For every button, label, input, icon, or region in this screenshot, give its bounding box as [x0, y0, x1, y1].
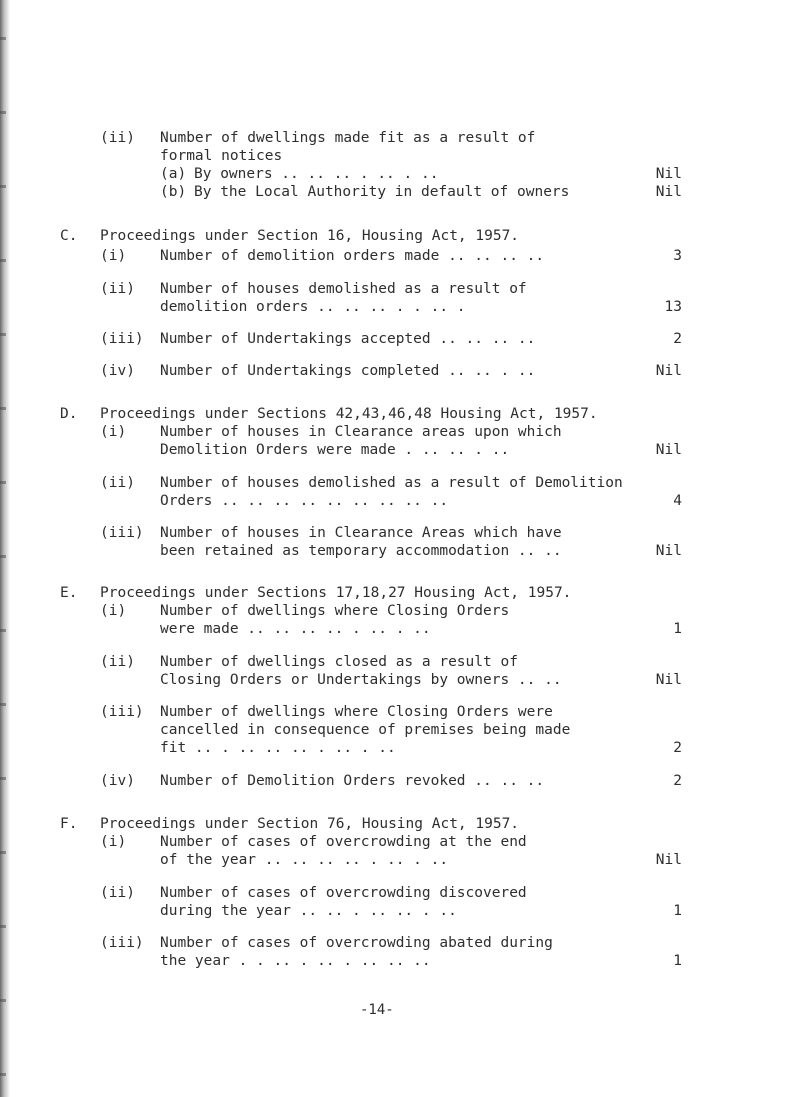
item-text: Number of Undertakings completed .. .. . .. [160, 363, 536, 379]
item-number: (iii) [100, 331, 144, 347]
item-number: (i) [100, 248, 127, 264]
item-text: the year . . .. . .. . .. .. .. [160, 953, 431, 969]
item-text: Closing Orders or Undertakings by owners .. .. [160, 672, 562, 688]
item-text: Number of houses in Clearance Areas which have [160, 525, 562, 541]
item-text: Number of houses in Clearance areas upon which [160, 424, 562, 440]
item-text: of the year .. .. .. .. . .. . .. [160, 852, 449, 868]
item-text: Demolition Orders were made . .. .. . .. [160, 442, 510, 458]
section-heading: Proceedings under Sections 42,43,46,48 Housing Act, 1957. [100, 406, 598, 422]
section-letter: C. [60, 228, 78, 244]
section-letter: F. [60, 816, 78, 832]
item-number: (ii) [100, 130, 135, 146]
item-number: (ii) [100, 281, 135, 297]
item-text: Number of houses demolished as a result of Demolition [160, 475, 623, 491]
item-number: (ii) [100, 654, 135, 670]
item-number: (i) [100, 424, 127, 440]
binding-holes [0, 0, 6, 1097]
item-text: Orders .. .. .. .. .. .. .. .. .. [160, 493, 449, 509]
section-heading: Proceedings under Section 16, Housing Act, 1957. [100, 228, 520, 244]
item-value: Nil [655, 672, 682, 688]
item-value: 3 [673, 248, 682, 264]
item-number: (iii) [100, 525, 144, 541]
item-value: 13 [664, 299, 682, 315]
item-value: 2 [673, 740, 682, 756]
sub-item-text: By owners .. .. .. . .. . .. [194, 166, 439, 182]
item-text: Number of Demolition Orders revoked .. .. .. [160, 773, 545, 789]
sub-item-label: (b) [160, 184, 187, 200]
sub-item-value: Nil [655, 166, 682, 182]
item-number: (iv) [100, 773, 135, 789]
item-value: Nil [655, 543, 682, 559]
item-value: Nil [655, 852, 682, 868]
item-value: Nil [655, 442, 682, 458]
item-number: (iv) [100, 363, 135, 379]
item-text: fit .. . .. .. .. . .. . .. [160, 740, 396, 756]
item-text: formal notices [160, 148, 283, 164]
item-value: 1 [673, 953, 682, 969]
section-heading: Proceedings under Section 76, Housing Act, 1957. [100, 816, 520, 832]
item-number: (iii) [100, 704, 144, 720]
item-text: been retained as temporary accommodation .. .. [160, 543, 562, 559]
item-value: 2 [673, 773, 682, 789]
item-text: during the year .. .. . .. .. . .. [160, 903, 457, 919]
item-text: Number of dwellings where Closing Orders [160, 603, 510, 619]
item-number: (ii) [100, 885, 135, 901]
item-text: cancelled in consequence of premises being made [160, 722, 571, 738]
item-value: 4 [673, 493, 682, 509]
item-number: (i) [100, 603, 127, 619]
section-letter: D. [60, 406, 78, 422]
item-text: Number of demolition orders made .. .. .. .. [160, 248, 545, 264]
section-heading: Proceedings under Sections 17,18,27 Housing Act, 1957. [100, 585, 572, 601]
item-number: (i) [100, 834, 127, 850]
item-number: (iii) [100, 935, 144, 951]
item-text: Number of cases of overcrowding discovered [160, 885, 527, 901]
section-letter: E. [60, 585, 78, 601]
sub-item-value: Nil [655, 184, 682, 200]
sub-item-label: (a) [160, 166, 187, 182]
item-value: 1 [673, 903, 682, 919]
item-text: Number of cases of overcrowding at the end [160, 834, 527, 850]
item-value: 2 [673, 331, 682, 347]
item-text: Number of houses demolished as a result of [160, 281, 527, 297]
item-text: Number of dwellings where Closing Orders were [160, 704, 553, 720]
item-text: Number of Undertakings accepted .. .. .. .. [160, 331, 536, 347]
page-number: -14- [360, 1002, 394, 1018]
item-text: demolition orders .. .. .. . . .. . [160, 299, 466, 315]
item-text: Number of dwellings made fit as a result of [160, 130, 536, 146]
item-text: were made .. .. .. .. . .. . .. [160, 621, 431, 637]
item-number: (ii) [100, 475, 135, 491]
item-text: Number of dwellings closed as a result of [160, 654, 518, 670]
item-text: Number of cases of overcrowding abated during [160, 935, 553, 951]
sub-item-text: By the Local Authority in default of owners [194, 184, 570, 200]
item-value: 1 [673, 621, 682, 637]
item-value: Nil [655, 363, 682, 379]
